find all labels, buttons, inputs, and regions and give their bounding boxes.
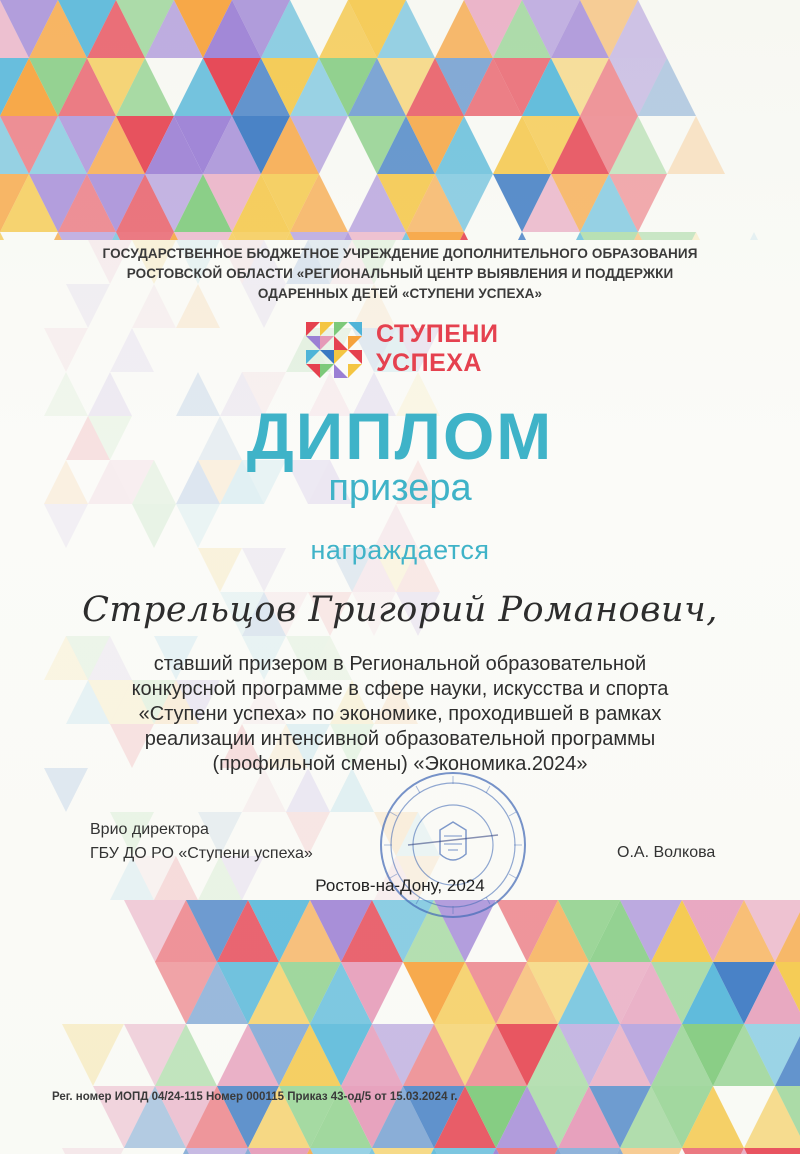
decorative-triangle xyxy=(725,232,783,240)
decorative-triangle xyxy=(116,232,174,240)
decorative-triangle xyxy=(348,232,406,240)
logo-text-line: УСПЕХА xyxy=(376,349,482,377)
logo-mark-icon xyxy=(306,322,362,378)
top-triangle-pattern xyxy=(0,0,800,240)
decorative-triangle xyxy=(638,232,696,240)
recipient-name: Стрельцов Григорий Романович, xyxy=(82,590,718,630)
decorative-triangle xyxy=(248,1148,310,1154)
award-description xyxy=(0,652,800,777)
decorative-triangle xyxy=(406,232,464,240)
organization-line: ГОСУДАРСТВЕННОЕ БЮДЖЕТНОЕ УЧРЕЖДЕНИЕ ДОПОЛНИТЕЛЬНОГО ОБРАЗОВАНИЯ xyxy=(102,246,698,261)
description-line: ставший призером в Региональной образовательной xyxy=(153,653,647,675)
decorative-triangle xyxy=(110,328,154,372)
registration-number: Рег. номер ИОПД 04/24-115 Номер 000115 Приказ 43-од/5 от 15.03.2024 г. xyxy=(52,1091,458,1103)
organization-line: РОСТОВСКОЙ ОБЛАСТИ «РЕГИОНАЛЬНЫЙ ЦЕНТР ВЫЯВЛЕНИЯ И ПОДДЕРЖКИ xyxy=(126,266,674,281)
decorative-triangle xyxy=(44,328,88,372)
decorative-triangle xyxy=(493,232,551,240)
diploma-title: ДИПЛОМ xyxy=(246,399,554,473)
decorative-triangle xyxy=(620,1148,682,1154)
bottom-triangle-pattern xyxy=(0,900,800,1154)
decorative-triangle xyxy=(0,232,29,240)
decorative-triangle xyxy=(186,1148,248,1154)
description-line: (профильной смены) «Экономика.2024» xyxy=(212,753,588,775)
decorative-triangle xyxy=(62,1148,124,1154)
decorative-triangle xyxy=(62,1024,124,1086)
decorative-triangle xyxy=(232,232,290,240)
decorative-triangle xyxy=(372,1148,434,1154)
logo-text xyxy=(376,320,498,378)
signatory-name: О.А. Волкова xyxy=(617,844,716,861)
organization-line: ОДАРЕННЫХ ДЕТЕЙ «СТУПЕНИ УСПЕХА» xyxy=(257,286,543,301)
diploma-subtitle: призера xyxy=(328,467,472,509)
decorative-triangle xyxy=(310,1148,372,1154)
signatory-role xyxy=(90,818,313,866)
decorative-triangle xyxy=(580,232,638,240)
place-and-date: Ростов-на-Дону, 2024 xyxy=(315,876,485,895)
description-line: конкурсной программе в сфере науки, искусства и спорта xyxy=(131,678,669,700)
decorative-triangle xyxy=(496,1148,558,1154)
awarded-label: награждается xyxy=(310,535,490,565)
signatory-role-line: ГБУ ДО РО «Ступени успеха» xyxy=(90,845,313,862)
decorative-triangle xyxy=(667,116,725,174)
organization-header xyxy=(0,244,800,304)
logo-text-line: СТУПЕНИ xyxy=(376,320,499,348)
decorative-triangle xyxy=(682,1148,744,1154)
description-line: реализации интенсивной образовательной программы xyxy=(144,728,656,750)
decorative-triangle xyxy=(174,232,232,240)
decorative-triangle xyxy=(290,232,348,240)
description-line: «Ступени успеха» по экономике, проходившей в рамках xyxy=(138,703,662,725)
decorative-triangle xyxy=(58,232,116,240)
decorative-triangle xyxy=(558,1148,620,1154)
logo xyxy=(306,320,526,380)
decorative-triangle xyxy=(434,1148,496,1154)
signatory-role-line: Врио директора xyxy=(90,821,209,838)
decorative-triangle xyxy=(744,1148,800,1154)
